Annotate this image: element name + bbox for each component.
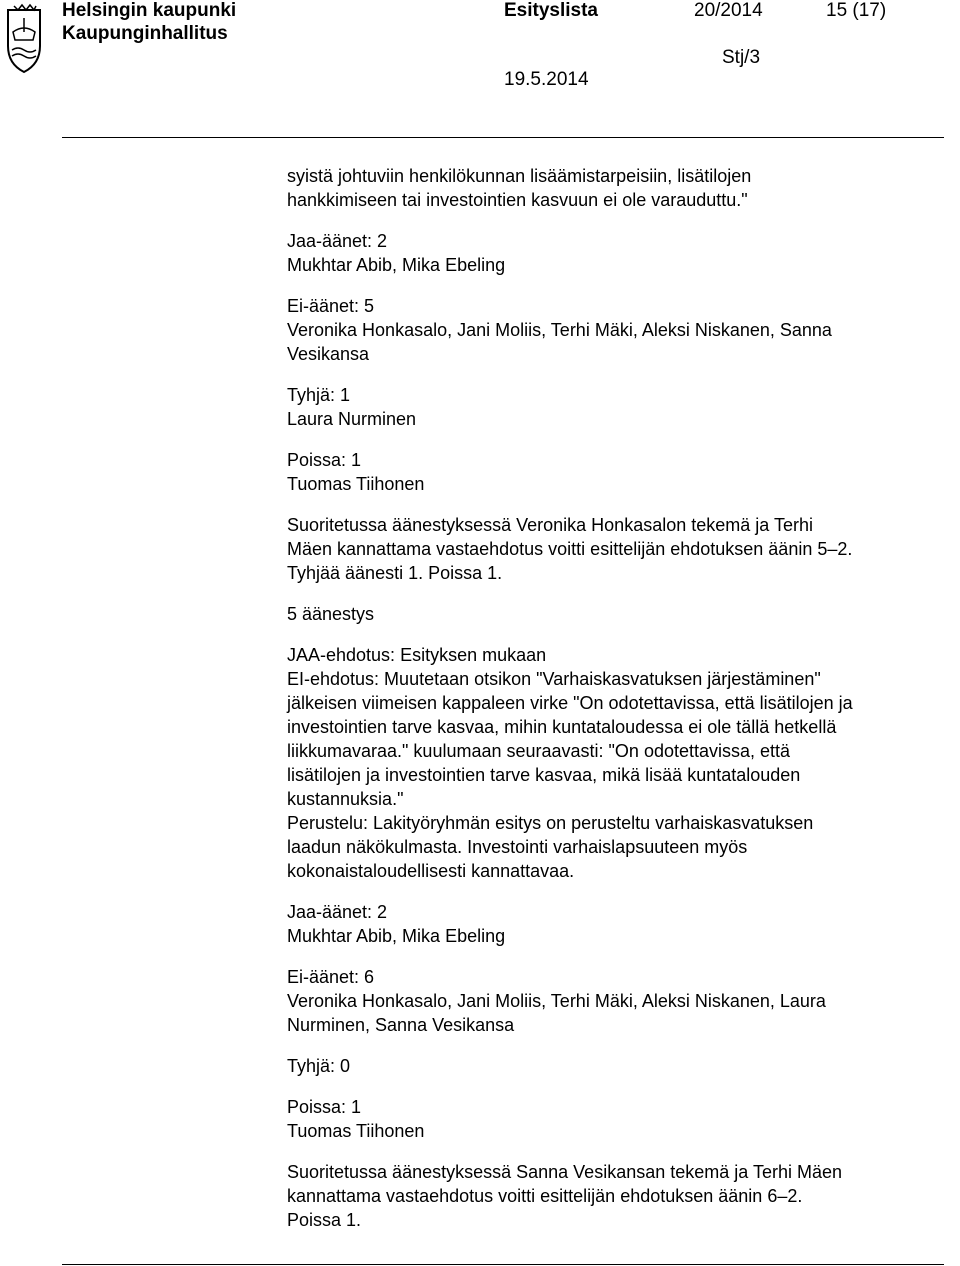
text-line: Tyhjä: 0 — [287, 1056, 351, 1076]
document-type: Esityslista — [504, 0, 598, 21]
organization-name: Helsingin kaupunki — [62, 0, 237, 21]
text-line: Nurminen, Sanna Vesikansa — [287, 1015, 515, 1035]
text-line: Tyhjää äänesti 1. Poissa 1. — [287, 563, 503, 583]
text-line: laadun näkökulmasta. Investointi varhaislapsuuteen myös — [287, 837, 748, 857]
text-line: kannattama vastaehdotus voitti esittelijän ehdotuksen äänin 6–2. — [287, 1186, 803, 1206]
text-line: JAA-ehdotus: Esityksen mukaan — [287, 645, 547, 665]
organization-unit: Kaupunginhallitus — [62, 23, 228, 44]
vote-result-paragraph — [287, 513, 947, 585]
text-line: Suoritetussa äänestyksessä Veronika Honkasalon tekemä ja Terhi — [287, 515, 813, 535]
text-line: Tyhjä: 1 — [287, 385, 351, 405]
text-line: 5 äänestys — [287, 604, 375, 624]
text-line: lisätilojen ja investointien tarve kasvaa, mikä lisää kuntatalouden — [287, 765, 801, 785]
text-line: Veronika Honkasalo, Jani Moliis, Terhi Mäki, Aleksi Niskanen, Sanna — [287, 320, 832, 340]
text-line: Mukhtar Abib, Mika Ebeling — [287, 926, 506, 946]
text-line: kokonaistaloudellisesti kannattavaa. — [287, 861, 575, 881]
header-divider — [62, 137, 944, 138]
text-line: Jaa-äänet: 2 — [287, 902, 388, 922]
vote-absent-block — [287, 1095, 947, 1143]
text-line: Tuomas Tiihonen — [287, 1121, 425, 1141]
text-line: Ei-äänet: 6 — [287, 967, 375, 987]
vote-blank-block — [287, 1054, 947, 1078]
text-line: hankkimiseen tai investointien kasvuun ei ole varauduttu." — [287, 190, 748, 210]
text-line: Mäen kannattama vastaehdotus voitti esittelijän ehdotuksen äänin 5–2. — [287, 539, 853, 559]
footer-divider — [62, 1264, 944, 1265]
helsinki-crest-logo — [2, 2, 46, 74]
text-line: Jaa-äänet: 2 — [287, 231, 388, 251]
text-line: Poissa: 1 — [287, 450, 362, 470]
text-line: Mukhtar Abib, Mika Ebeling — [287, 255, 506, 275]
text-line: liikkumavaraa." kuulumaan seuraavasti: "On odotettavissa, että — [287, 741, 791, 761]
vote-result-paragraph — [287, 1160, 947, 1232]
text-line: Tuomas Tiihonen — [287, 474, 425, 494]
text-line: Ei-äänet: 5 — [287, 296, 375, 316]
text-line: Suoritetussa äänestyksessä Sanna Vesikansan tekemä ja Terhi Mäen — [287, 1162, 842, 1182]
proposal-paragraph — [287, 643, 947, 883]
document-number: 20/2014 — [694, 0, 763, 21]
paragraph — [287, 164, 947, 212]
text-line: kustannuksia." — [287, 789, 404, 809]
page-number: 15 (17) — [826, 0, 887, 21]
text-line: Poissa 1. — [287, 1210, 362, 1230]
vote-blank-block — [287, 383, 947, 431]
vote-no-block — [287, 965, 947, 1037]
text-line: EI-ehdotus: Muutetaan otsikon "Varhaiskasvatuksen järjestäminen" — [287, 669, 821, 689]
vote-no-block — [287, 294, 947, 366]
vote-yes-block — [287, 229, 947, 277]
text-line: investointien tarve kasvaa, mihin kuntataloudessa ei ole tällä hetkellä — [287, 717, 837, 737]
text-line: Laura Nurminen — [287, 409, 417, 429]
document-reference: Stj/3 — [722, 47, 761, 68]
document-body — [287, 164, 947, 1249]
vote-absent-block — [287, 448, 947, 496]
vote-heading — [287, 602, 947, 626]
text-line: Vesikansa — [287, 344, 370, 364]
text-line: syistä johtuviin henkilökunnan lisäämistarpeisiin, lisätilojen — [287, 166, 752, 186]
text-line: Perustelu: Lakityöryhmän esitys on perusteltu varhaiskasvatuksen — [287, 813, 814, 833]
document-date: 19.5.2014 — [504, 69, 589, 90]
text-line: Veronika Honkasalo, Jani Moliis, Terhi Mäki, Aleksi Niskanen, Laura — [287, 991, 826, 1011]
text-line: jälkeisen viimeisen kappaleen virke "On odotettavissa, että lisätilojen ja — [287, 693, 853, 713]
vote-yes-block — [287, 900, 947, 948]
text-line: Poissa: 1 — [287, 1097, 362, 1117]
